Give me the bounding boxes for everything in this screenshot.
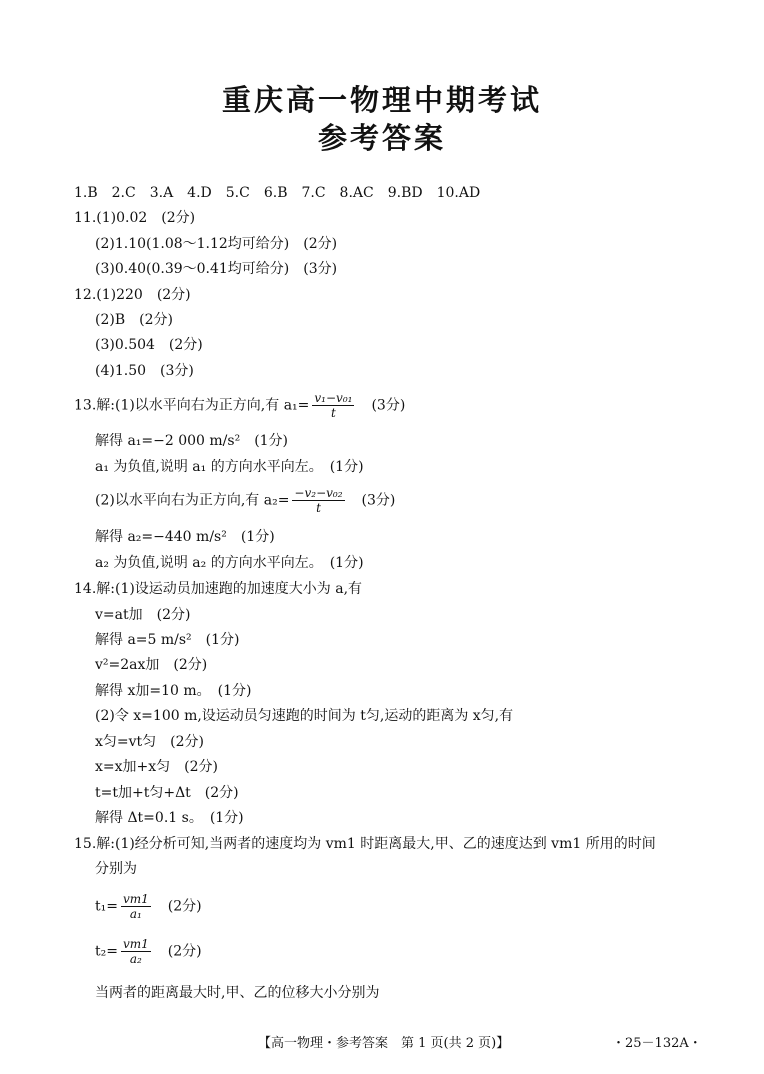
q13-part2-result: 解得 a₂=−440 m/s² (1分) — [95, 529, 275, 545]
fraction-denominator: a₂ — [129, 952, 142, 966]
q13-part1-result: 解得 a₁=−2 000 m/s² (1分) — [95, 433, 289, 449]
q13-part1-line — [74, 391, 724, 420]
footer-code: ・25－132A・ — [612, 1036, 702, 1051]
fraction-denominator: t — [316, 501, 321, 515]
q14-result3: 解得 Δt=0.1 s。 (1分) — [95, 810, 244, 826]
q15-fraction-t1 — [121, 892, 151, 921]
fraction-denominator: a₁ — [129, 907, 142, 921]
q11-part1: 11.(1)0.02 (2分) — [74, 210, 196, 226]
q13-part1-score: (3分) — [371, 397, 406, 414]
document-title: 重庆高一物理中期考试 — [221, 83, 542, 117]
q14-intro: 14.解:(1)设运动员加速跑的加速度大小为 a,有 — [74, 581, 363, 597]
q14-eq5: t=t加+t匀+Δt (2分) — [95, 785, 239, 801]
q14-eq2: v²=2ax加 (2分) — [95, 657, 208, 673]
q11-part2: (2)1.10(1.08～1.12均可给分) (2分) — [95, 236, 338, 252]
q13-fraction-a2 — [292, 486, 344, 515]
q12-part1: 12.(1)220 (2分) — [74, 287, 191, 303]
q15-fraction-t2 — [121, 937, 151, 966]
q15-eq-t1 — [95, 892, 724, 921]
q14-eq1: v=at加 (2分) — [95, 607, 191, 623]
q14-eq4: x=x加+x匀 (2分) — [95, 759, 218, 775]
q13-part2-score: (3分) — [361, 492, 396, 509]
q11-part3: (3)0.40(0.39～0.41均可给分) (3分) — [95, 261, 338, 277]
fraction-denominator: t — [331, 406, 336, 420]
q15-t1-label: t₁= — [95, 898, 118, 915]
q14-result2: 解得 x加=10 m。 (1分) — [95, 683, 252, 699]
q13-part2-note: a₂ 为负值,说明 a₂ 的方向水平向左。 (1分) — [95, 555, 364, 571]
q13-part2-line — [95, 486, 724, 515]
fraction-numerator: v₁−v₀₁ — [314, 391, 353, 405]
mcq-answers: 1.B 2.C 3.A 4.D 5.C 6.B 7.C 8.AC 9.BD 10.AD — [74, 185, 481, 201]
q15-t2-score: (2分) — [167, 943, 202, 960]
q13-part1-text: 13.解:(1)以水平向右为正方向,有 a₁= — [74, 397, 310, 414]
q12-part3: (3)0.504 (2分) — [95, 337, 203, 353]
q15-intro: 15.解:(1)经分析可知,当两者的速度均为 vm1 时距离最大,甲、乙的速度达到 vm1 所用的时间 — [74, 836, 656, 852]
q15-intro-cont: 分别为 — [95, 861, 137, 877]
q13-fraction-a1 — [312, 391, 354, 420]
document-subtitle: 参考答案 — [317, 121, 446, 155]
q15-next-line: 当两者的距离最大时,甲、乙的位移大小分别为 — [95, 985, 380, 1001]
q13-part1-note: a₁ 为负值,说明 a₁ 的方向水平向左。 (1分) — [95, 459, 364, 475]
q14-eq3: x匀=vt匀 (2分) — [95, 734, 204, 750]
q14-result1: 解得 a=5 m/s² (1分) — [95, 632, 240, 648]
q12-part2: (2)B (2分) — [95, 312, 173, 328]
q15-t2-label: t₂= — [95, 943, 118, 960]
fraction-numerator: vm1 — [122, 937, 149, 951]
q15-t1-score: (2分) — [167, 898, 202, 915]
q12-part4: (4)1.50 (3分) — [95, 363, 194, 379]
fraction-numerator: −v₂−v₀₂ — [294, 486, 343, 500]
q13-part2-text: (2)以水平向右为正方向,有 a₂= — [95, 492, 290, 509]
q15-eq-t2 — [95, 937, 724, 966]
footer-page-info: 【高一物理・参考答案 第 1 页(共 2 页)】 — [258, 1036, 510, 1051]
fraction-numerator: vm1 — [122, 892, 149, 906]
q14-part2-intro: (2)令 x=100 m,设运动员匀速跑的时间为 t匀,运动的距离为 x匀,有 — [95, 708, 514, 724]
